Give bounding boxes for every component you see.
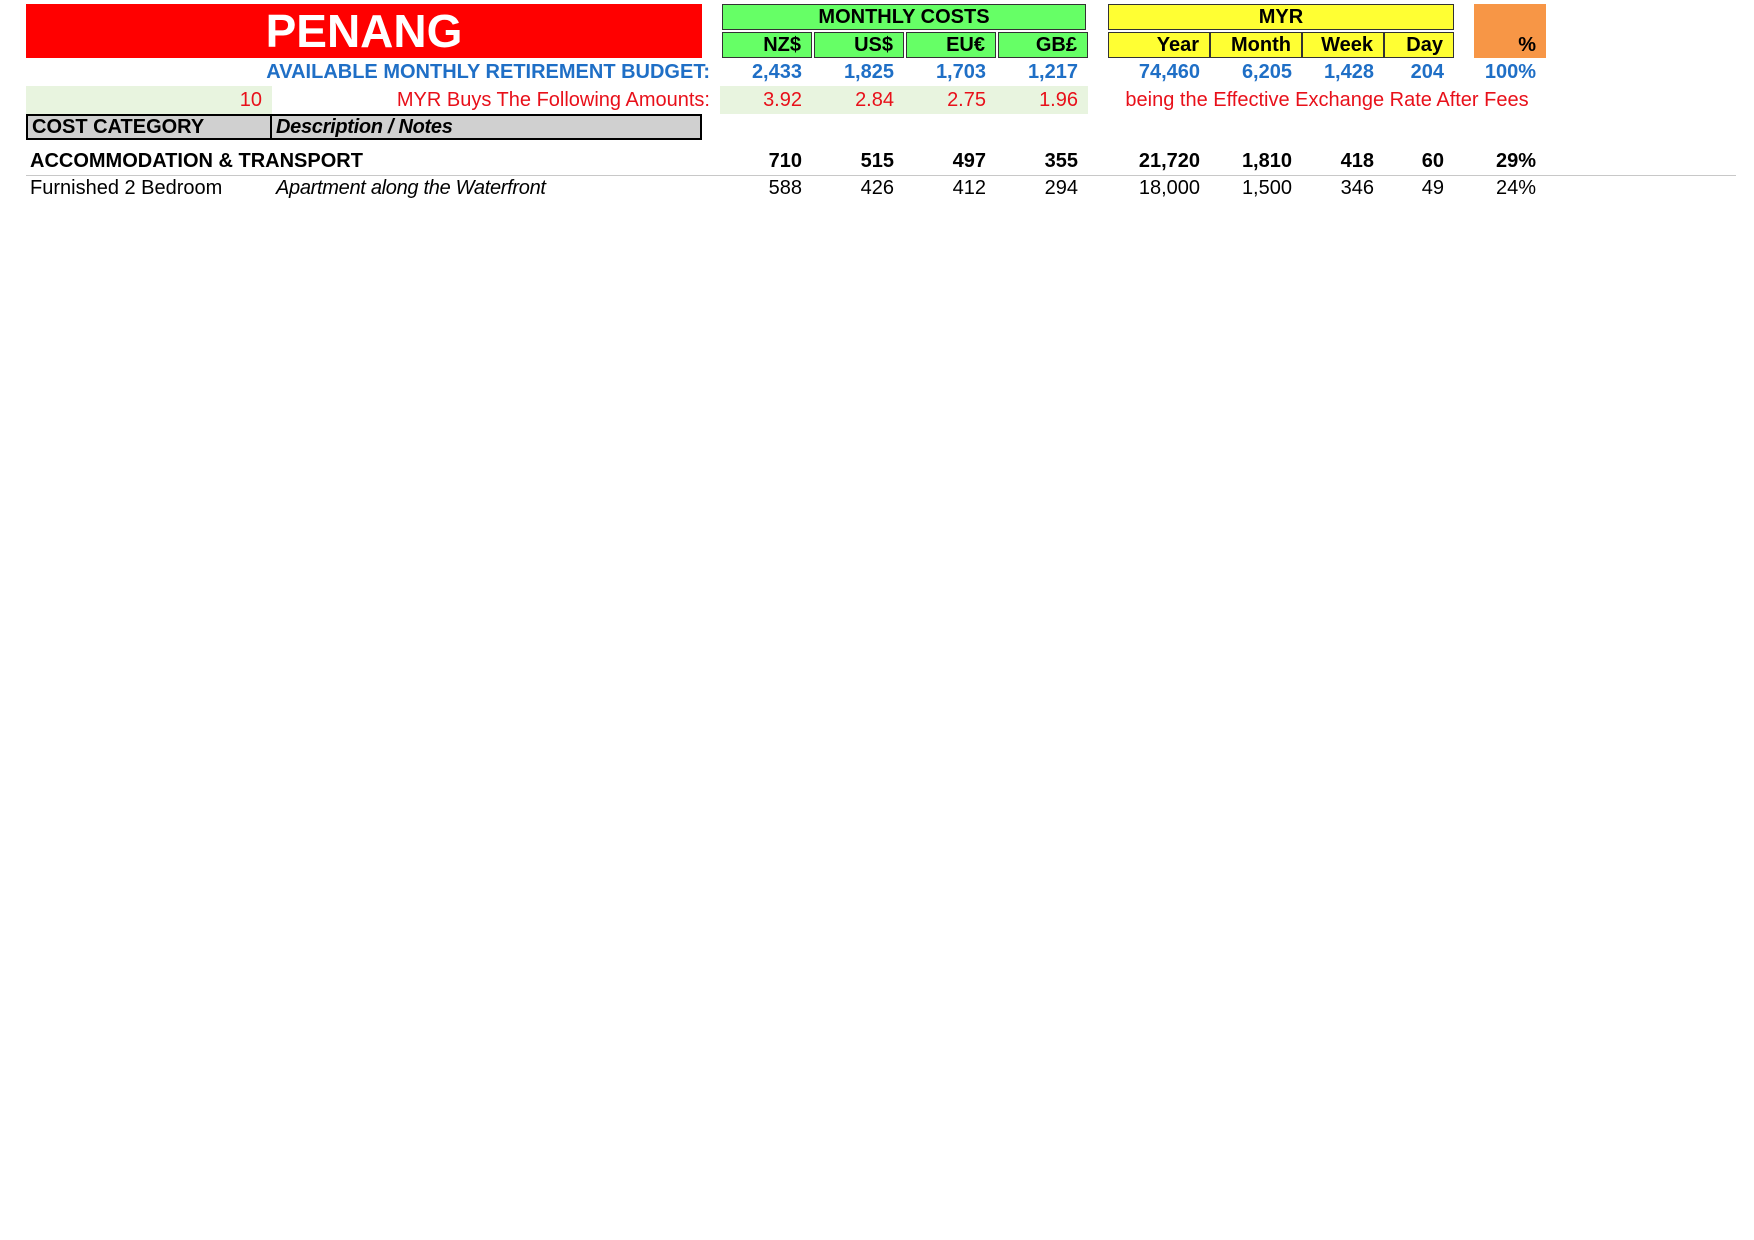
currency-cell[interactable]: 294 [1044, 177, 1078, 199]
rate-cell[interactable]: 3.92 [720, 86, 812, 114]
currency-cell[interactable]: 426 [860, 177, 894, 199]
myr-header[interactable]: MYR [1108, 4, 1454, 30]
myr-cell[interactable]: 346 [1340, 177, 1374, 199]
budget-label[interactable]: AVAILABLE MONTHLY RETIREMENT BUDGET: [266, 60, 710, 83]
currency-cell[interactable]: 2,433 [751, 60, 802, 83]
currency-cell[interactable]: 412 [952, 177, 986, 199]
rates-label[interactable]: MYR Buys The Following Amounts: [396, 88, 710, 111]
item-description[interactable]: Apartment along the Waterfront [276, 177, 546, 199]
currency-header[interactable]: EU€ [906, 32, 996, 58]
period-header[interactable]: Month [1210, 32, 1302, 58]
line-item-row [26, 175, 1736, 202]
currency-cell[interactable]: 588 [768, 177, 802, 199]
myr-cell[interactable]: 18,000 [1138, 177, 1200, 199]
exchange-input[interactable]: 10 [26, 86, 272, 114]
myr-cell[interactable]: 204 [1410, 60, 1444, 83]
rates-note[interactable]: being the Effective Exchange Rate After Fees [1125, 88, 1529, 111]
percent-cell[interactable]: 29% [1495, 150, 1536, 172]
section-name[interactable]: ACCOMMODATION & TRANSPORT [30, 150, 363, 172]
percent-cell[interactable]: 100% [1484, 60, 1536, 83]
percent-cell[interactable]: 24% [1495, 177, 1536, 199]
period-header[interactable]: Day [1384, 32, 1454, 58]
myr-cell[interactable]: 74,460 [1138, 60, 1200, 83]
currency-cell[interactable]: 1,703 [935, 60, 986, 83]
monthly-costs-header[interactable]: MONTHLY COSTS [722, 4, 1086, 30]
period-header[interactable]: Week [1302, 32, 1384, 58]
myr-cell[interactable]: 1,810 [1241, 150, 1292, 172]
myr-cell[interactable]: 6,205 [1241, 60, 1292, 83]
description-column-header[interactable]: Description / Notes [272, 114, 702, 140]
item-name[interactable]: Furnished 2 Bedroom [30, 177, 223, 199]
currency-cell[interactable]: 1,217 [1027, 60, 1078, 83]
currency-cell[interactable]: 515 [860, 150, 894, 172]
currency-cell[interactable]: 497 [952, 150, 986, 172]
rate-cell[interactable]: 1.96 [996, 86, 1088, 114]
spreadsheet [26, 0, 1736, 1240]
currency-cell[interactable]: 710 [768, 150, 802, 172]
column-header-row [26, 114, 1736, 140]
myr-cell[interactable]: 1,428 [1323, 60, 1374, 83]
currency-header[interactable]: GB£ [998, 32, 1088, 58]
myr-cell[interactable]: 418 [1340, 150, 1374, 172]
currency-cell[interactable]: 355 [1044, 150, 1078, 172]
rate-cell[interactable]: 2.84 [812, 86, 904, 114]
currency-cell[interactable]: 1,825 [843, 60, 894, 83]
myr-cell[interactable]: 60 [1421, 150, 1444, 172]
percent-header[interactable]: % [1518, 33, 1536, 56]
myr-cell[interactable]: 1,500 [1241, 177, 1292, 199]
myr-cell[interactable]: 49 [1421, 177, 1444, 199]
section-description[interactable] [272, 148, 720, 175]
myr-cell[interactable]: 21,720 [1138, 150, 1200, 172]
rates-row [26, 86, 1736, 114]
header-row [26, 4, 1736, 58]
section-header-row [26, 148, 1736, 175]
page-title[interactable]: PENANG [26, 4, 702, 58]
budget-row [26, 58, 1736, 86]
currency-header[interactable]: US$ [814, 32, 904, 58]
period-header[interactable]: Year [1108, 32, 1210, 58]
currency-header[interactable]: NZ$ [722, 32, 812, 58]
category-column-header[interactable]: COST CATEGORY [26, 114, 272, 140]
rate-cell[interactable]: 2.75 [904, 86, 996, 114]
